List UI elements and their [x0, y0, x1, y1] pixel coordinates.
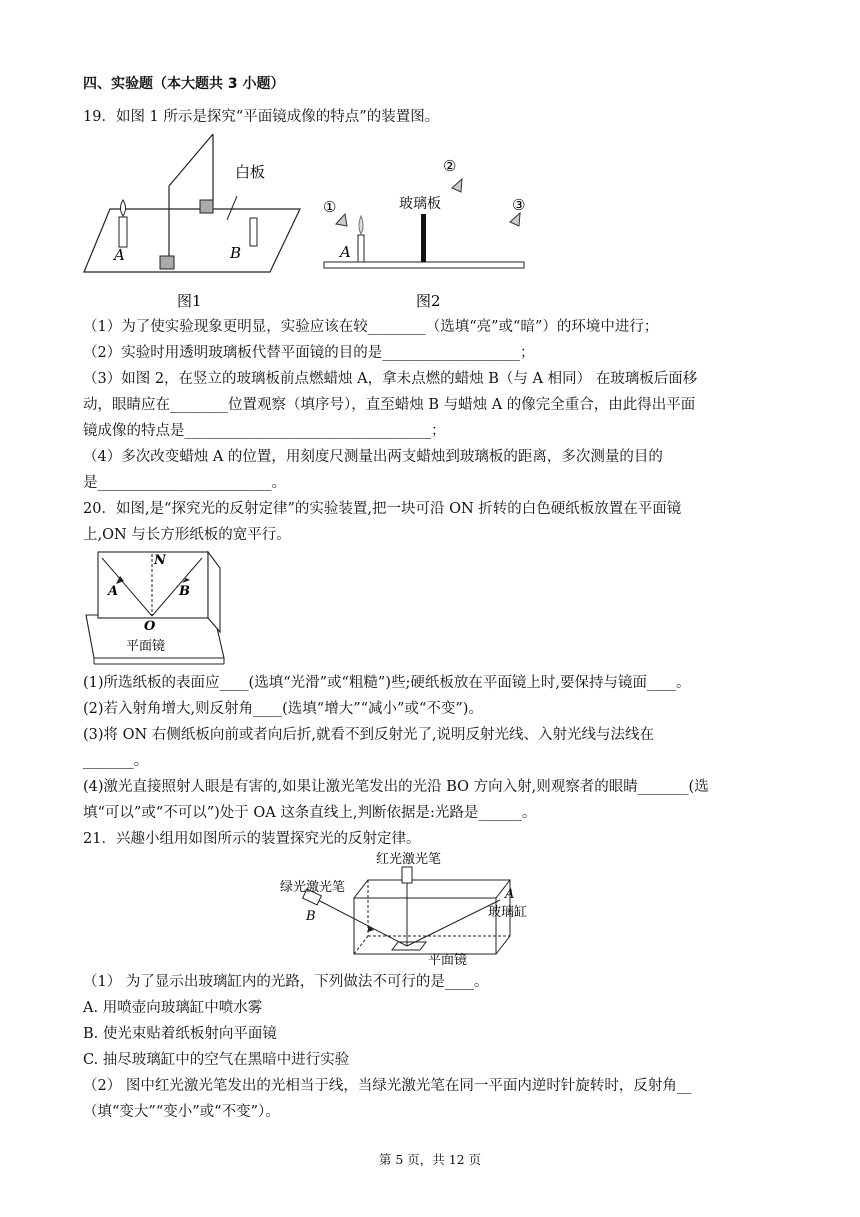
- q19-part4-line2: 是________________________。: [83, 475, 286, 491]
- q21-figure: [278, 850, 540, 970]
- q20-label-o: O: [144, 619, 156, 634]
- q21-red-laser-label: 红光激光笔: [376, 852, 442, 867]
- figure-2: [320, 150, 534, 312]
- section-title: 四、实验题（本大题共 3 小题）: [83, 76, 285, 92]
- q21-stem: 21．兴趣小组用如图所示的装置探究光的反射定律。: [83, 831, 421, 847]
- q20-part3-line2: _______。: [83, 753, 149, 769]
- fig1-caption: 图1: [177, 292, 202, 310]
- q20-label-b: B: [179, 584, 190, 599]
- q20-part1: (1)所选纸板的表面应____(选填“光滑”或“粗糙”)些;硬纸板放在平面镜上时,要保持与镜面____。: [83, 675, 691, 691]
- q20-label-n: N: [154, 553, 166, 568]
- q21-tank-label: 玻璃缸: [488, 905, 528, 920]
- q21-part2-line2: （填“变大”“变小”或“不变”）。: [83, 1104, 280, 1120]
- fig2-caption: 图2: [416, 292, 441, 310]
- fig2-pos3: ③: [512, 196, 526, 214]
- q21-mirror-label: 平面镜: [428, 953, 468, 968]
- q19-stem: 19．如图 1 所示是探究“平面镜成像的特点”的装置图。: [83, 109, 440, 125]
- figure-1: [82, 132, 304, 312]
- q21-option-b: B. 使光束贴着纸板射向平面镜: [83, 1026, 277, 1042]
- q20-stem-line2: 上,ON 与长方形纸板的宽平行。: [83, 527, 291, 543]
- q21-part1: （1） 为了显示出玻璃缸内的光路，下列做法不可行的是____。: [83, 974, 489, 990]
- page-footer: 第 5 页，共 12 页: [378, 1152, 482, 1167]
- q20-mirror-label: 平面镜: [126, 639, 166, 654]
- q19-part2: （2）实验时用透明玻璃板代替平面镜的目的是___________________；: [83, 345, 535, 361]
- q19-part3-line1: （3）如图 2，在竖立的玻璃板前点燃蜡烛 A，拿未点燃的蜡烛 B（与 A 相同） 在玻璃板后面移: [83, 371, 698, 387]
- q20-part4-line2: 填“可以”或“不可以”)处于 OA 这条直线上,判断依据是:光路是______。: [83, 805, 537, 821]
- q21-option-a: A. 用喷壶向玻璃缸中喷水雾: [83, 1000, 263, 1016]
- fig2-pos1: ①: [323, 198, 337, 216]
- q19-part4-line1: （4）多次改变蜡烛 A 的位置，用刻度尺测量出两支蜡烛到玻璃板的距离，多次测量的目的: [83, 449, 663, 465]
- q21-label-a: A: [505, 887, 515, 902]
- q20-part2: (2)若入射角增大,则反射角____(选填“增大”“减小”或“不变”)。: [83, 701, 483, 717]
- fig2-pos2: ②: [443, 157, 457, 175]
- q19-part1: （1）为了使实验现象更明显，实验应该在较________（选填“亮”或“暗”）的环境中进行；: [83, 319, 659, 335]
- q21-part2-line1: （2） 图中红光激光笔发出的光相当于线，当绿光激光笔在同一平面内逆时针旋转时，反射角__: [83, 1078, 692, 1094]
- q21-green-laser-label: 绿光激光笔: [280, 880, 346, 895]
- q19-part3-line3: 镜成像的特点是__________________________________；: [83, 423, 446, 439]
- q20-label-a: A: [108, 584, 119, 599]
- q21-label-b: B: [306, 909, 316, 924]
- fig2-glass-label: 玻璃板: [399, 196, 441, 212]
- q20-part4-line1: (4)激光直接照射人眼是有害的,如果让激光笔发出的光沿 BO 方向入射,则观察者的眼睛_______(选: [83, 779, 709, 795]
- fig1-label-a: A: [114, 246, 125, 264]
- q20-part3-line1: (3)将 ON 右侧纸板向前或者向后折,就看不到反射光了,说明反射光线、入射光线与法线在: [83, 727, 655, 743]
- q20-figure: [84, 550, 226, 668]
- fig2-label-a: A: [340, 243, 351, 261]
- q19-part3-line2: 动，眼睛应在________位置观察（填序号），直至蜡烛 B 与蜡烛 A 的像完全重合，由此得出平面: [83, 397, 696, 413]
- q20-stem-line1: 20．如图,是“探究光的反射定律”的实验装置,把一块可沿 ON 折转的白色硬纸板放置在平面镜: [83, 501, 682, 517]
- fig1-board-label: 白板: [235, 163, 266, 181]
- fig1-label-b: B: [230, 244, 242, 262]
- q21-option-c: C. 抽尽玻璃缸中的空气在黑暗中进行实验: [83, 1052, 350, 1068]
